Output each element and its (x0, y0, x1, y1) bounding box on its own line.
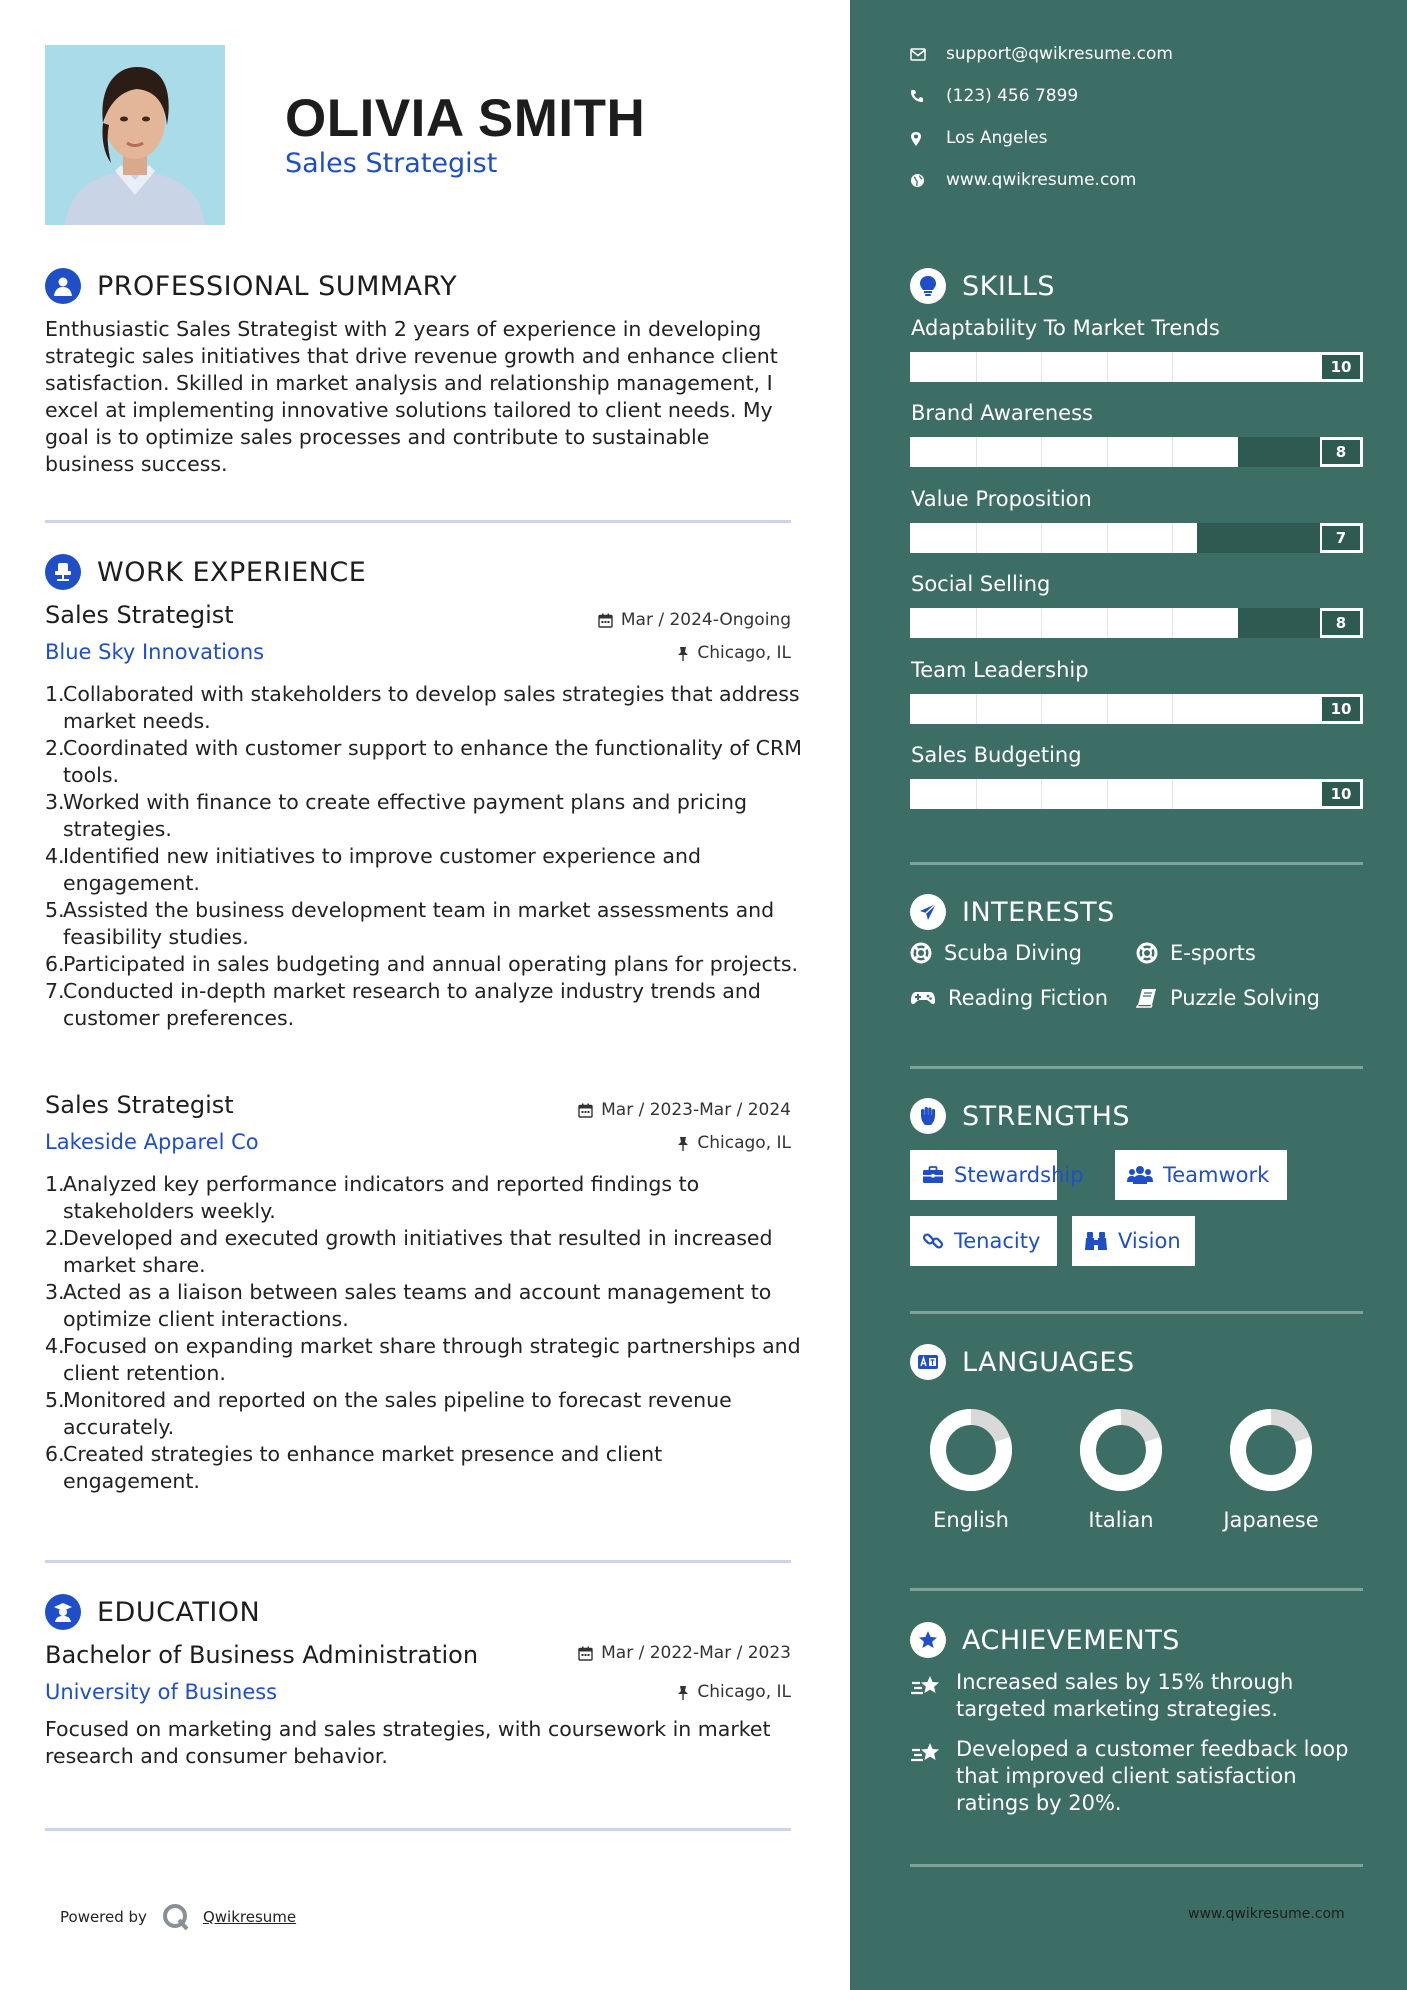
strength-badge (910, 1216, 1057, 1266)
company-name: Blue Sky Innovations (45, 640, 265, 664)
skill-segment (1107, 352, 1108, 382)
skill-bar (910, 608, 1363, 638)
location-text: Los Angeles (946, 128, 1048, 148)
phone-text: (123) 456 7899 (946, 86, 1079, 106)
divider (45, 1828, 791, 1831)
phone-icon (910, 89, 924, 103)
list-item: 1. Collaborated with stakeholders to develop sales strategies that address market needs. (45, 682, 800, 733)
skill-segment (1172, 352, 1173, 382)
lightbulb-icon (910, 268, 946, 304)
divider (45, 520, 791, 523)
list-item: 3. Acted as a liaison between sales teams and account management to optimize client interactions. (45, 1280, 772, 1331)
interest-item (910, 986, 1108, 1010)
list-item: 6. Participated in sales budgeting and annual operating plans for projects. (45, 952, 799, 976)
job-bullets (45, 1171, 805, 1495)
skill-segment (1172, 779, 1173, 809)
skill-fill (910, 437, 1238, 467)
fist-icon (910, 1098, 946, 1134)
education-dates-text: Mar / 2022-Mar / 2023 (601, 1643, 791, 1663)
skill-label: Adaptability To Market Trends (911, 316, 1220, 340)
section-title: INTERESTS (962, 896, 1115, 928)
education-dates (578, 1643, 791, 1663)
pin-icon (677, 646, 689, 661)
skill-track (910, 352, 1320, 382)
section-title: STRENGTHS (962, 1100, 1131, 1132)
skill-level: 10 (1319, 694, 1363, 724)
skill-track (910, 779, 1320, 809)
skill-fill (910, 523, 1197, 553)
achievement-text: Increased sales by 15% through targeted marketing strategies. (956, 1670, 1294, 1721)
skill-fill (910, 694, 1320, 724)
skill-segment (976, 523, 977, 553)
skill-segment (1172, 608, 1173, 638)
interest-item (1136, 986, 1320, 1010)
skill-track (910, 694, 1320, 724)
section-title: LANGUAGES (962, 1346, 1135, 1378)
strength-label: Teamwork (1163, 1163, 1270, 1187)
lifebuoy-icon (910, 942, 932, 964)
pin-icon (677, 1136, 689, 1151)
skill-segment (976, 437, 977, 467)
skill-bar (910, 694, 1363, 724)
shooting-star-icon (910, 1673, 942, 1701)
divider (910, 1066, 1363, 1069)
users-icon (1127, 1165, 1153, 1185)
powered-by-label: Powered by (60, 1908, 147, 1926)
skill-segment (1041, 608, 1042, 638)
skill-segment (976, 352, 977, 382)
interests-heading (910, 894, 1115, 930)
contact-email (910, 44, 1173, 64)
summary-text: Enthusiastic Sales Strategist with 2 years of experience in developing strategic sales initiatives that drive revenue growth and enhance client satisfaction. Skilled in market analysis and relationship management, I excel at implementing innovative solutions tailored to client needs. My goal is to optimize sales processes and contribute to sustainable business success. (45, 317, 778, 476)
footer-website[interactable]: www.qwikresume.com (1188, 1906, 1345, 1922)
qwikresume-link[interactable]: Qwikresume (202, 1908, 297, 1926)
qwikresume-logo-icon (161, 1902, 191, 1932)
divider (910, 1864, 1363, 1867)
contact-phone (910, 86, 1078, 106)
job-dates-text: Mar / 2023-Mar / 2024 (601, 1100, 791, 1120)
strengths-heading (910, 1098, 1130, 1134)
achievements-heading (910, 1622, 1180, 1658)
job-bullets (45, 681, 805, 1032)
list-item: 6. Created strategies to enhance market presence and client engagement. (45, 1442, 663, 1493)
skill-level: 8 (1319, 608, 1363, 638)
language-donut (896, 1405, 1046, 1499)
globe-icon (910, 173, 925, 188)
location-pin-icon (910, 131, 922, 146)
lifebuoy-icon (1136, 942, 1158, 964)
website-text[interactable]: www.qwikresume.com (946, 170, 1137, 190)
achievement-item (910, 1736, 1366, 1817)
interest-label: E-sports (1170, 941, 1256, 965)
job-title: Sales Strategist (45, 601, 234, 629)
star-badge-icon (910, 1622, 946, 1658)
skill-label: Value Proposition (911, 487, 1092, 511)
email-text[interactable]: support@qwikresume.com (946, 44, 1173, 64)
list-item: 3. Worked with finance to create effective payment plans and pricing strategies. (45, 790, 747, 841)
skill-segment (1107, 779, 1108, 809)
skill-segment (1107, 437, 1108, 467)
section-title: EDUCATION (97, 1596, 261, 1628)
skill-segment (1107, 694, 1108, 724)
skill-level: 10 (1319, 779, 1363, 809)
strength-badge (1115, 1150, 1287, 1200)
interest-label: Puzzle Solving (1170, 986, 1320, 1010)
skill-segment (1041, 779, 1042, 809)
calendar-icon (578, 1646, 593, 1661)
skill-label: Sales Budgeting (911, 743, 1082, 767)
shooting-star-icon (910, 1740, 942, 1768)
skill-fill (910, 608, 1238, 638)
job-title: Sales Strategist (45, 1091, 234, 1119)
skill-level: 10 (1319, 352, 1363, 382)
skill-level: 7 (1319, 523, 1363, 553)
language-label: Japanese (1223, 1508, 1319, 1532)
skill-segment (1172, 437, 1173, 467)
strength-badge (910, 1150, 1084, 1200)
language-label: Italian (1088, 1508, 1154, 1532)
section-title: PROFESSIONAL SUMMARY (97, 270, 458, 302)
languages-heading (910, 1344, 1135, 1380)
achievement-text: Developed a customer feedback loop that improved client satisfaction ratings by 20%. (956, 1737, 1349, 1815)
language-donut (1046, 1405, 1196, 1499)
section-title: WORK EXPERIENCE (97, 556, 367, 588)
strength-label: Vision (1118, 1229, 1181, 1253)
skill-fill (910, 779, 1320, 809)
interest-item (1136, 941, 1256, 965)
language-icon (910, 1344, 946, 1380)
strength-label: Tenacity (954, 1229, 1041, 1253)
envelope-icon (910, 48, 926, 61)
chair-icon (45, 554, 81, 590)
gamepad-icon (910, 989, 936, 1007)
skill-segment (1041, 523, 1042, 553)
skill-segment (1107, 523, 1108, 553)
job-location (677, 1133, 791, 1153)
strength-label: Stewardship (954, 1163, 1084, 1187)
candidate-name: OLIVIA SMITH (285, 89, 646, 148)
contact-location (910, 128, 1048, 148)
skill-label: Brand Awareness (911, 401, 1093, 425)
achievement-item (910, 1669, 1366, 1723)
contact-website (910, 170, 1136, 190)
skill-level: 8 (1319, 437, 1363, 467)
section-title: ACHIEVEMENTS (962, 1624, 1180, 1656)
profile-photo (45, 45, 225, 225)
skill-fill (910, 352, 1320, 382)
company-name: Lakeside Apparel Co (45, 1130, 259, 1154)
language-donut (1196, 1405, 1346, 1499)
skills-heading (910, 268, 1055, 304)
education-location-text: Chicago, IL (697, 1682, 791, 1702)
skill-bar (910, 779, 1363, 809)
job-dates (598, 610, 791, 630)
divider (910, 862, 1363, 865)
section-title: SKILLS (962, 270, 1056, 302)
divider (910, 1311, 1363, 1314)
summary-heading (45, 268, 457, 304)
list-item: 5. Monitored and reported on the sales pipeline to forecast revenue accurately. (45, 1388, 732, 1439)
calendar-icon (578, 1103, 593, 1118)
skill-track (910, 608, 1320, 638)
experience-heading (45, 554, 366, 590)
job-location-text: Chicago, IL (697, 643, 791, 663)
skill-segment (976, 694, 977, 724)
education-location (677, 1682, 791, 1702)
list-item: 4. Focused on expanding market share through strategic partnerships and client retention. (45, 1334, 801, 1385)
link-icon (922, 1230, 944, 1252)
calendar-icon (598, 613, 613, 628)
job-location (677, 643, 791, 663)
degree-title: Bachelor of Business Administration (45, 1641, 479, 1669)
paper-plane-icon (910, 894, 946, 930)
interest-label: Scuba Diving (944, 941, 1082, 965)
list-item: 4. Identified new initiatives to improve customer experience and engagement. (45, 844, 702, 895)
job-location-text: Chicago, IL (697, 1133, 791, 1153)
skill-segment (1041, 352, 1042, 382)
pin-icon (677, 1685, 689, 1700)
user-icon (45, 268, 81, 304)
school-name: University of Business (45, 1680, 278, 1704)
list-item: 1. Analyzed key performance indicators and reported findings to stakeholders weekly. (45, 1172, 700, 1223)
skill-track (910, 523, 1320, 553)
skill-bar (910, 523, 1363, 553)
skill-label: Social Selling (911, 572, 1051, 596)
list-item: 5. Assisted the business development team in market assessments and feasibility studies. (45, 898, 775, 949)
skill-segment (976, 608, 977, 638)
skill-bar (910, 437, 1363, 467)
interest-item (910, 941, 1082, 965)
list-item: 2. Developed and executed growth initiatives that resulted in increased market share. (45, 1226, 773, 1277)
divider (910, 1588, 1363, 1591)
divider (45, 1560, 791, 1563)
skill-segment (1172, 694, 1173, 724)
interest-label: Reading Fiction (948, 986, 1109, 1010)
job-dates (578, 1100, 791, 1120)
binoculars-icon (1084, 1231, 1108, 1251)
briefcase-icon (922, 1166, 944, 1184)
skill-label: Team Leadership (911, 658, 1089, 682)
skill-track (910, 437, 1320, 467)
job-dates-text: Mar / 2024-Ongoing (620, 610, 791, 630)
powered-by (60, 1902, 296, 1932)
skill-segment (976, 779, 977, 809)
book-icon (1136, 988, 1158, 1008)
skill-segment (1107, 608, 1108, 638)
skill-segment (1172, 523, 1173, 553)
candidate-title: Sales Strategist (285, 148, 498, 179)
list-item: 2. Coordinated with customer support to enhance the functionality of CRM tools. (45, 736, 802, 787)
graduate-icon (45, 1594, 81, 1630)
education-description: Focused on marketing and sales strategies, with coursework in market research and consumer behavior. (45, 1717, 771, 1768)
strength-badge (1072, 1216, 1195, 1266)
list-item: 7. Conducted in-depth market research to analyze industry trends and customer preferences. (45, 979, 761, 1030)
skill-bar (910, 352, 1363, 382)
skill-segment (1041, 437, 1042, 467)
language-label: English (933, 1508, 1009, 1532)
education-heading (45, 1594, 260, 1630)
skill-segment (1041, 694, 1042, 724)
